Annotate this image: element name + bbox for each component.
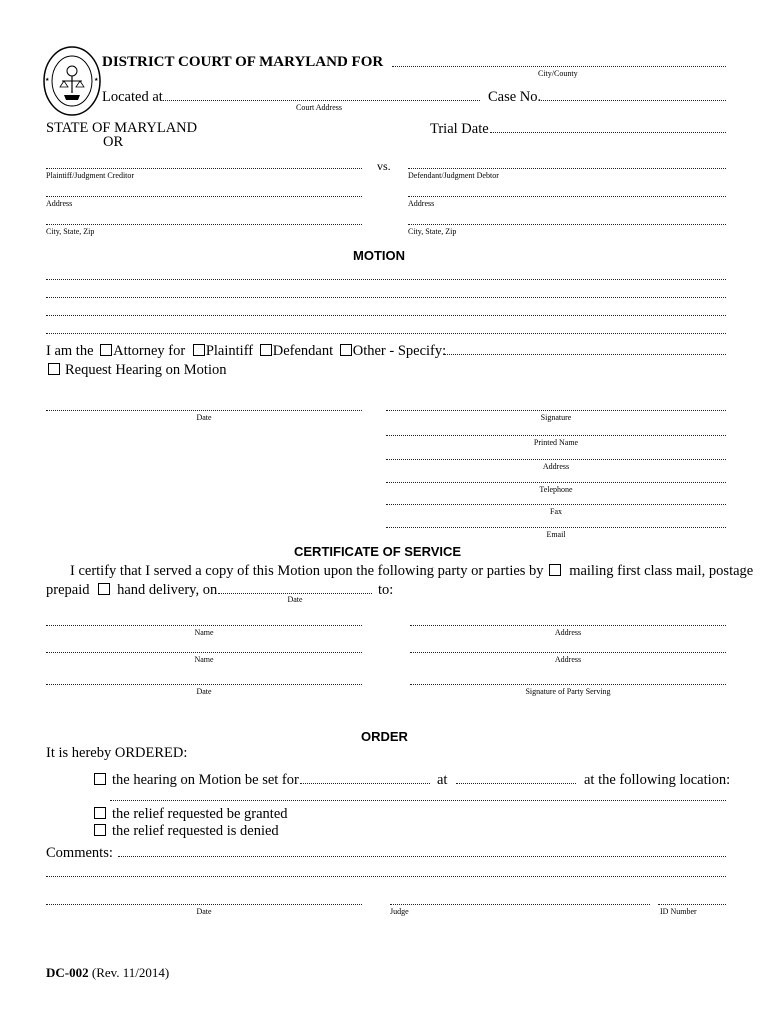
case-no-line[interactable]: [541, 100, 726, 101]
order-date-label: Date: [196, 907, 212, 916]
served-address-line-2[interactable]: [410, 652, 726, 653]
certify-text: I certify that I served a copy of this Motion upon the following party or parties by: [70, 563, 544, 579]
hearing-time-line[interactable]: [456, 783, 576, 784]
motion-address-label: Address: [542, 462, 570, 471]
comments-line-2[interactable]: [46, 876, 726, 877]
order-heading: ORDER: [361, 729, 408, 744]
mail-checkbox[interactable]: [549, 564, 561, 576]
motion-text-line-1[interactable]: [46, 279, 726, 280]
trial-date-label: Trial Date: [430, 121, 489, 137]
email-label: Email: [546, 530, 566, 539]
granted-row: [94, 806, 288, 823]
request-hearing-label: Request Hearing on Motion: [65, 362, 227, 378]
plaintiff-city-line[interactable]: [46, 224, 362, 225]
hand-delivery-label: hand delivery, on: [117, 582, 218, 598]
court-title: DISTRICT COURT OF MARYLAND FOR: [102, 54, 384, 70]
ordered-label: It is hereby ORDERED:: [46, 745, 188, 761]
prepaid-row: [46, 582, 217, 599]
attorney-for-label: Attorney for: [113, 343, 186, 359]
plaintiff-option-label: Plaintiff: [205, 343, 254, 359]
hearing-set-label: the hearing on Motion be set for: [112, 772, 299, 788]
serving-signature-label: Signature of Party Serving: [525, 687, 611, 696]
fax-label: Fax: [550, 507, 562, 516]
other-specify-label: Other - Specify:: [352, 343, 447, 359]
served-address-label-1: Address: [554, 628, 582, 637]
denied-label: the relief requested is denied: [112, 823, 279, 839]
motion-text-line-4[interactable]: [46, 333, 726, 334]
other-specify-line[interactable]: [443, 354, 726, 355]
denied-checkbox[interactable]: [94, 824, 106, 836]
plaintiff-checkbox[interactable]: [193, 344, 205, 356]
plaintiff-address-label: Address: [46, 199, 73, 208]
defendant-city-line[interactable]: [408, 224, 726, 225]
service-date-label: Date: [287, 595, 303, 604]
hearing-at-label: at: [437, 772, 448, 788]
state-of-maryland: STATE OF MARYLAND: [46, 120, 198, 136]
comments-line-1[interactable]: [118, 856, 726, 857]
defendant-option-label: Defendant: [272, 343, 334, 359]
printed-name-label: Printed Name: [533, 438, 579, 447]
attorney-checkbox[interactable]: [100, 344, 112, 356]
service-date-line[interactable]: [218, 593, 372, 594]
motion-heading: MOTION: [353, 248, 405, 263]
defendant-city-label: City, State, Zip: [408, 227, 457, 236]
prepaid-label: prepaid: [46, 582, 90, 598]
motion-date-line[interactable]: [46, 410, 362, 411]
plaintiff-city-label: City, State, Zip: [46, 227, 95, 236]
hearing-set-checkbox[interactable]: [94, 773, 106, 785]
plaintiff-address-line[interactable]: [46, 196, 362, 197]
serving-date-line[interactable]: [46, 684, 362, 685]
certificate-heading: CERTIFICATE OF SERVICE: [294, 544, 462, 559]
id-number-label: ID Number: [660, 907, 697, 916]
defendant-address-label: Address: [408, 199, 435, 208]
to-label: to:: [378, 582, 394, 598]
serving-date-label: Date: [196, 687, 212, 696]
serving-signature-line[interactable]: [410, 684, 726, 685]
form-footer: [46, 965, 169, 981]
fax-line[interactable]: [386, 504, 726, 505]
svg-text:★: ★: [45, 77, 50, 83]
vs-label: vs.: [377, 159, 391, 173]
trial-date-line[interactable]: [490, 132, 726, 133]
city-county-line[interactable]: [392, 66, 726, 67]
court-address-label: Court Address: [296, 103, 342, 112]
plaintiff-label: Plaintiff/Judgment Creditor: [46, 171, 135, 180]
served-address-label-2: Address: [554, 655, 582, 664]
served-name-line-2[interactable]: [46, 652, 362, 653]
court-address-line[interactable]: [163, 100, 480, 101]
motion-address-line[interactable]: [386, 459, 726, 460]
defendant-label: Defendant/Judgment Debtor: [408, 171, 499, 180]
court-seal: [42, 45, 102, 117]
certify-row: [70, 563, 753, 580]
defendant-checkbox[interactable]: [260, 344, 272, 356]
following-location-label: at the following location:: [584, 772, 731, 788]
request-hearing-row: [48, 362, 227, 379]
signature-line[interactable]: [386, 410, 726, 411]
city-county-label: City/County: [538, 69, 578, 78]
motion-text-line-2[interactable]: [46, 297, 726, 298]
motion-text-line-3[interactable]: [46, 315, 726, 316]
telephone-label: Telephone: [539, 485, 573, 494]
telephone-line[interactable]: [386, 482, 726, 483]
form-revision: (Rev. 11/2014): [91, 965, 170, 980]
plaintiff-line[interactable]: [46, 168, 362, 169]
hearing-date-line[interactable]: [300, 783, 430, 784]
email-line[interactable]: [386, 527, 726, 528]
granted-checkbox[interactable]: [94, 807, 106, 819]
other-checkbox[interactable]: [340, 344, 352, 356]
judge-line[interactable]: [390, 904, 650, 905]
id-number-line[interactable]: [658, 904, 726, 905]
mailing-label: mailing first class mail, postage: [569, 563, 754, 579]
served-name-label-2: Name: [194, 655, 214, 664]
form-number: DC-002: [46, 965, 89, 980]
case-no-label: Case No.: [488, 89, 542, 105]
hand-delivery-checkbox[interactable]: [98, 583, 110, 595]
judge-label: Judge: [390, 907, 409, 916]
comments-label: Comments:: [46, 845, 113, 861]
or-label: OR: [103, 134, 124, 150]
served-name-label-1: Name: [194, 628, 214, 637]
motion-date-label: Date: [196, 413, 212, 422]
role-row: [46, 343, 446, 360]
hearing-row: [94, 772, 299, 789]
defendant-address-line[interactable]: [408, 196, 726, 197]
printed-name-line[interactable]: [386, 435, 726, 436]
request-hearing-checkbox[interactable]: [48, 363, 60, 375]
granted-label: the relief requested be granted: [112, 806, 288, 822]
denied-row: [94, 823, 279, 840]
defendant-line[interactable]: [408, 168, 726, 169]
located-at-label: Located at: [102, 89, 163, 105]
order-date-line[interactable]: [46, 904, 362, 905]
i-am-the-label: I am the: [46, 343, 94, 359]
served-address-line-1[interactable]: [410, 625, 726, 626]
location-line[interactable]: [110, 800, 726, 801]
signature-label: Signature: [540, 413, 572, 422]
svg-text:★: ★: [94, 77, 99, 83]
served-name-line-1[interactable]: [46, 625, 362, 626]
